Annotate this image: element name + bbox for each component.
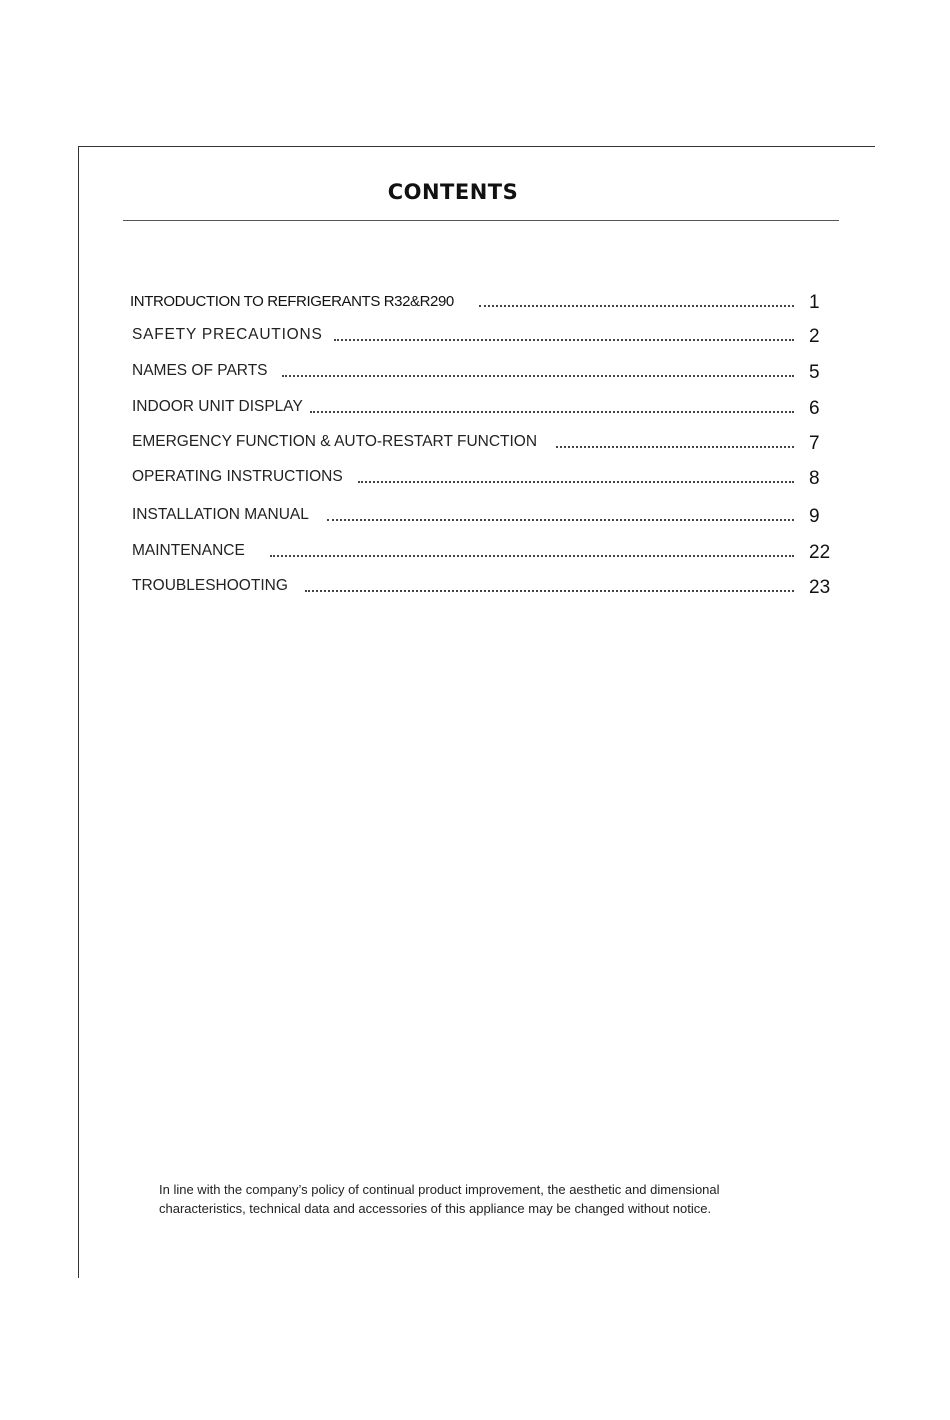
page-title: CONTENTS: [387, 180, 519, 204]
toc-leader-dots: [327, 519, 794, 521]
toc-entry-page: 5: [809, 362, 820, 383]
toc-entry-label: INTRODUCTION TO REFRIGERANTS R32&R290: [130, 293, 454, 310]
toc-entry-page: 7: [809, 433, 820, 454]
toc-leader-dots: [270, 555, 794, 557]
product-improvement-notice: [159, 1180, 799, 1218]
toc-leader-dots: [334, 339, 794, 341]
toc-leader-dots: [556, 446, 794, 448]
page-frame-left-border: [78, 146, 79, 1278]
toc-entry[interactable]: [132, 466, 832, 488]
toc-entry[interactable]: [132, 360, 832, 382]
toc-entry[interactable]: [132, 540, 832, 562]
notice-line: characteristics, technical data and accessories of this appliance may be changed without notice.: [159, 1201, 712, 1216]
toc-entry-label: INDOOR UNIT DISPLAY: [132, 398, 303, 415]
title-divider: [123, 220, 839, 221]
toc-entry[interactable]: [132, 504, 832, 526]
toc-entry[interactable]: [132, 575, 832, 597]
toc-leader-dots: [305, 590, 794, 592]
toc-entry-page: 22: [809, 542, 831, 563]
toc-entry-page: 23: [809, 577, 831, 598]
toc-entry[interactable]: [132, 431, 832, 453]
toc-entry-label: OPERATING INSTRUCTIONS: [132, 468, 343, 485]
toc-entry-page: 9: [809, 506, 820, 527]
toc-entry-label: TROUBLESHOOTING: [132, 577, 288, 594]
toc-entry-page: 1: [809, 292, 820, 313]
toc-entry[interactable]: [132, 290, 832, 312]
toc-entry[interactable]: [132, 324, 832, 346]
toc-leader-dots: [358, 481, 794, 483]
toc-entry-page: 8: [809, 468, 820, 489]
toc-entry-label: SAFETY PRECAUTIONS: [132, 326, 323, 343]
toc-entry[interactable]: [132, 396, 832, 418]
notice-line: In line with the company’s policy of continual product improvement, the aesthetic and dimensional: [159, 1182, 720, 1197]
toc-leader-dots: [479, 305, 794, 307]
toc-leader-dots: [310, 411, 794, 413]
toc-leader-dots: [282, 375, 794, 377]
toc-entry-label: EMERGENCY FUNCTION & AUTO-RESTART FUNCTION: [132, 433, 538, 450]
toc-entry-page: 2: [809, 326, 820, 347]
page-frame-top-border: [78, 146, 875, 147]
toc-entry-label: NAMES OF PARTS: [132, 362, 268, 379]
toc-entry-label: INSTALLATION MANUAL: [132, 506, 309, 523]
toc-entry-label: MAINTENANCE: [132, 542, 245, 559]
toc-entry-page: 6: [809, 398, 820, 419]
